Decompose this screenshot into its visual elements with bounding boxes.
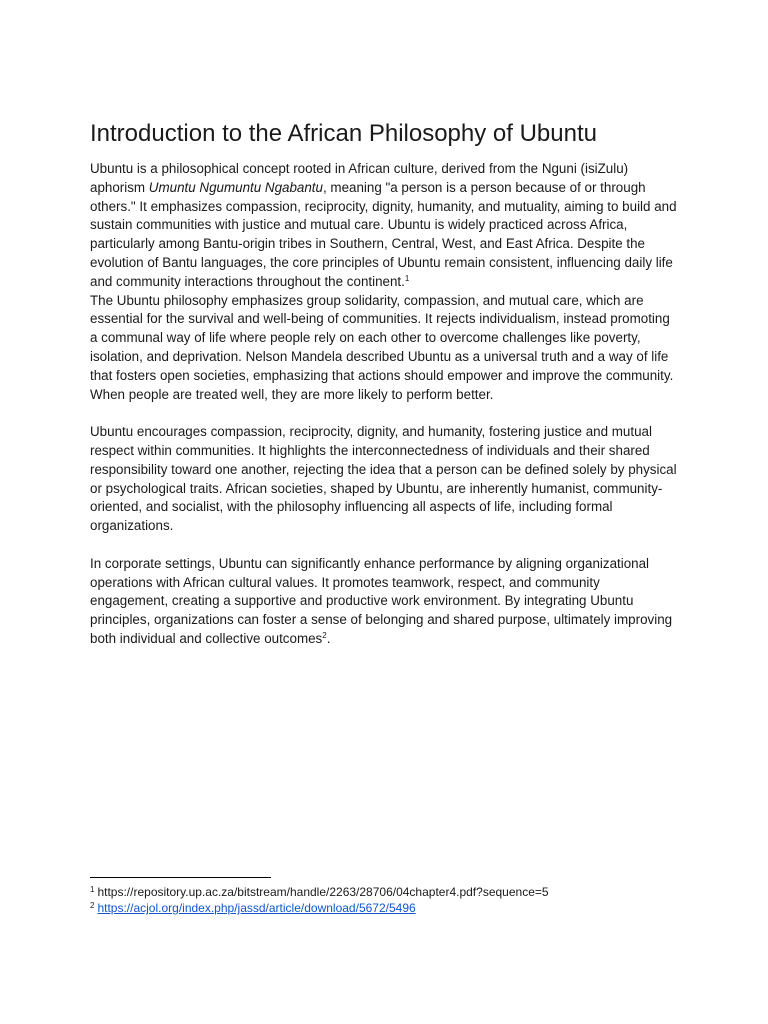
footnote-1-text: https://repository.up.ac.za/bitstream/handle/2263/28706/04chapter4.pdf?sequence=5 [97,885,549,899]
footnote-2-link[interactable]: https://acjol.org/index.php/jassd/article/download/5672/5496 [97,901,416,915]
paragraph-4-text: In corporate settings, Ubuntu can significantly enhance performance by aligning organizational operations with African cultural values. It promotes teamwork, respect, and community engagement, creating a supportive and productive work environment. By integrating Ubuntu principles, organizations can foster a sense of belonging and shared purpose, ultimately improving both individual and collective outcomes [90,555,673,646]
paragraph-4 [90,555,680,649]
paragraph-1-emphasis: Umuntu Ngumuntu Ngabantu [148,179,323,195]
paragraph-4-text-after: . [326,630,331,646]
paragraph-1 [90,160,680,292]
paragraph-1-text-a: Ubuntu is a philosophical concept rooted in African culture, derived from the Nguni (isiZulu) aphorism [90,161,629,195]
document-title: Introduction to the African Philosophy of Ubuntu [90,120,597,147]
footnote-ref-1: 1 [404,273,410,283]
footnote-1 [90,884,690,900]
paragraph-2: The Ubuntu philosophy emphasizes group solidarity, compassion, and mutual care, which are essential for the survival and well-being of communities. It rejects individualism, instead promoting a communal way of life where people rely on each other to overcome challenges like poverty, isolation, and deprivation. Nelson Mandela described Ubuntu as a universal truth and a way of life that fosters open societies, emphasizing that actions should empower and improve the community. When people are treated well, they are more likely to perform better. [90,292,674,402]
footnote-ref-2: 2 [322,630,327,640]
footnote-2 [90,900,690,916]
footnote-1-number: 1 [90,885,95,894]
paragraph-1-text-b: , meaning "a person is a person because of or through others." It emphasizes compassion, reciprocity, dignity, humanity, and mutuality, aiming to build and sustain communities with justice and mutual care. Ubuntu is widely practiced across Africa, particularly among Bantu-origin tribes in Southern, Central, West, and East Africa. Despite the evolution of Bantu languages, the core principles of Ubuntu remain consistent, influencing daily life and community interactions throughout the continent. [90,179,677,289]
footnote-separator [90,877,271,878]
footnotes [90,884,690,916]
footnote-2-number: 2 [90,901,95,910]
document-body [90,160,680,649]
paragraph-3: Ubuntu encourages compassion, reciprocity, dignity, and humanity, fostering justice and mutual respect within communities. It highlights the interconnectedness of individuals and their shared responsibility toward one another, rejecting the idea that a person can be defined solely by physical or psychological traits. African societies, shaped by Ubuntu, are inherently humanist, community-oriented, and socialist, with the philosophy influencing all aspects of life, including formal organizations. [90,424,677,534]
